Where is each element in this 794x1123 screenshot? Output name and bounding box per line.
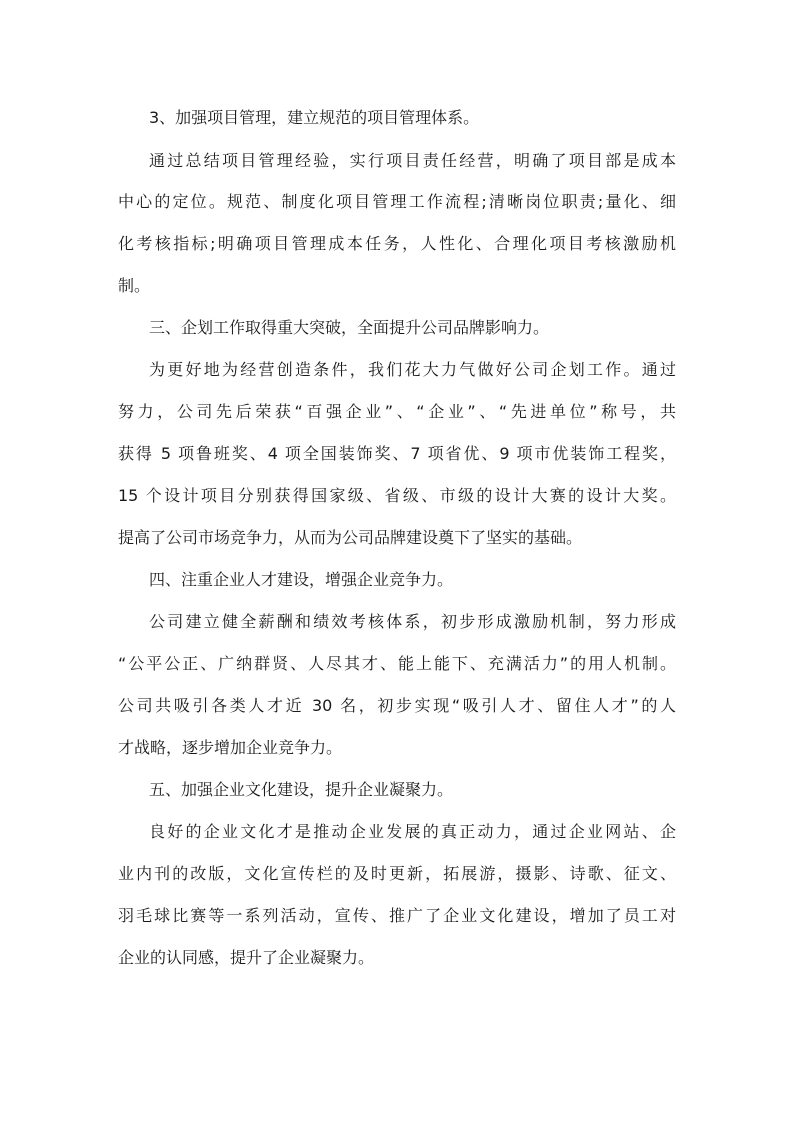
paragraph-line: “公平公正、广纳群贤、人尽其才、能上能下、充满活力”的用人机制。 — [118, 654, 676, 673]
paragraph-line: 15 个设计项目分别获得国家级、省级、市级的设计大赛的设计大奖。 — [118, 486, 676, 505]
paragraph-line: 努力，公司先后荣获“百强企业”、“企业”、“先进单位”称号，共 — [118, 402, 676, 421]
paragraph-line: 制。 — [118, 276, 151, 295]
paragraph-line: 羽毛球比赛等一系列活动，宣传、推广了企业文化建设，增加了员工对 — [118, 906, 676, 925]
heading-corporate-culture: 五、加强企业文化建设，提升企业凝聚力。 — [149, 780, 454, 799]
heading-talent-building: 四、注重企业人才建设，增强企业竞争力。 — [149, 570, 454, 589]
paragraph-line: 才战略，逐步增加企业竞争力。 — [118, 738, 343, 757]
paragraph-line: 公司共吸引各类人才近 30 名，初步实现“吸引人才、留住人才”的人 — [118, 696, 676, 715]
paragraph-line: 为更好地为经营创造条件，我们花大力气做好公司企划工作。通过 — [149, 360, 676, 379]
paragraph-line: 业内刊的改版，文化宣传栏的及时更新，拓展游，摄影、诗歌、征文、 — [118, 864, 676, 883]
paragraph-line: 获得 5 项鲁班奖、4 项全国装饰奖、7 项省优、9 项市优装饰工程奖， — [118, 444, 676, 463]
heading-planning-work: 三、企划工作取得重大突破，全面提升公司品牌影响力。 — [149, 318, 550, 337]
paragraph-line: 中心的定位。规范、制度化项目管理工作流程;清晰岗位职责;量化、细 — [118, 192, 676, 211]
paragraph-line: 企业的认同感，提升了企业凝聚力。 — [118, 948, 375, 967]
paragraph-line: 公司建立健全薪酬和绩效考核体系，初步形成激励机制，努力形成 — [149, 612, 676, 631]
paragraph-line: 提高了公司市场竞争力，从而为公司品牌建设奠下了坚实的基础。 — [118, 528, 583, 547]
heading-project-management: 3、加强项目管理，建立规范的项目管理体系。 — [149, 108, 480, 127]
paragraph-line: 良好的企业文化才是推动企业发展的真正动力，通过企业网站、企 — [149, 822, 676, 841]
paragraph-line: 通过总结项目管理经验，实行项目责任经营，明确了项目部是成本 — [149, 151, 676, 170]
paragraph-line: 化考核指标;明确项目管理成本任务，人性化、合理化项目考核激励机 — [118, 234, 676, 253]
